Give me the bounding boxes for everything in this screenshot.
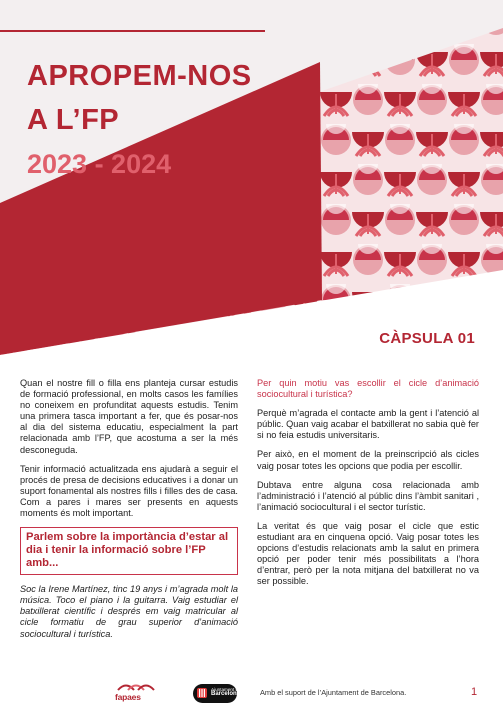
title-line-2: A L’FP: [27, 104, 120, 136]
ajuntament-logo-text: [211, 687, 241, 697]
school-year: 2023 - 2024: [27, 149, 172, 179]
top-rule: [0, 30, 265, 32]
support-text: Amb el suport de l’Ajuntament de Barcelona.: [260, 688, 407, 697]
callout-box: Parlem sobre la importància d’estar al dia i tenir la informació sobre l’FP amb...: [20, 527, 238, 575]
left-column: [20, 378, 238, 648]
answer-paragraph-1: Perquè m’agrada el contacte amb la gent i l’atenció al públic. Quan vaig acabar el batxillerat no sabia què fer si no feia estudis universitaris.: [257, 408, 479, 441]
barcelona-shield-icon: [197, 688, 207, 698]
capsule-label: CÀPSULA 01: [379, 330, 475, 347]
ajuntament-line-1: Ajuntament de: [211, 687, 241, 692]
right-column: [257, 378, 479, 596]
title-line-1: APROPEM-NOS: [27, 60, 252, 92]
intro-paragraph-2: Tenir informació actualitzada ens ajudarà a seguir el procés de presa de decisions educatives i a donar un suport fonamental als nostres fills i filles des de casa. Com a pares i mares ser presents en aquests moments és molt important.: [20, 463, 238, 519]
answer-paragraph-3: Dubtava entre alguna cosa relacionada amb l’administració i l’atenció al públic dins l’àmbit sanitari , l’animació sociocultural i el sector turístic.: [257, 479, 479, 512]
interview-question: Per quin motiu vas escollir el cicle d’animació sociocultural i turística?: [257, 378, 479, 400]
intro-paragraph-1: Quan el nostre fill o filla ens planteja cursar estudis de formació professional, en molts casos les famílies no coneixem en profunditat aquests estudis. Tenim una primera tasca important a fer, que és posar-nos al dia del sistema educatiu, especialment la part relacionada amb l’FP, que acostuma a ser la més desconeguda.: [20, 378, 238, 455]
answer-paragraph-4: La veritat és que vaig posar el cicle que estic estudiant ara en cinquena opció. Vaig posar totes les opcions d’estudis relacionats amb la salut en primera opció per poder tenir més possibilitats a l’hora d’entrar, però per la nota mitjana del batxillerat no va ser possible.: [257, 520, 479, 587]
fapaes-logo-text: fapaes: [115, 692, 141, 702]
student-intro: Soc la Irene Martínez, tinc 19 anys i m’agrada molt la música. Toco el piano i la guitarra. Vaig estudiar el batxillerat científic i després em vaig matricular al cicle formatiu de grau superior d’animació sociocultural i turística.: [20, 584, 238, 639]
page-number: 1: [471, 686, 478, 698]
ajuntament-line-2: Barcelona: [211, 691, 241, 698]
answer-paragraph-2: Per això, en el moment de la preinscripció als cicles vaig posar totes les opcions que podia per escollir.: [257, 449, 479, 471]
